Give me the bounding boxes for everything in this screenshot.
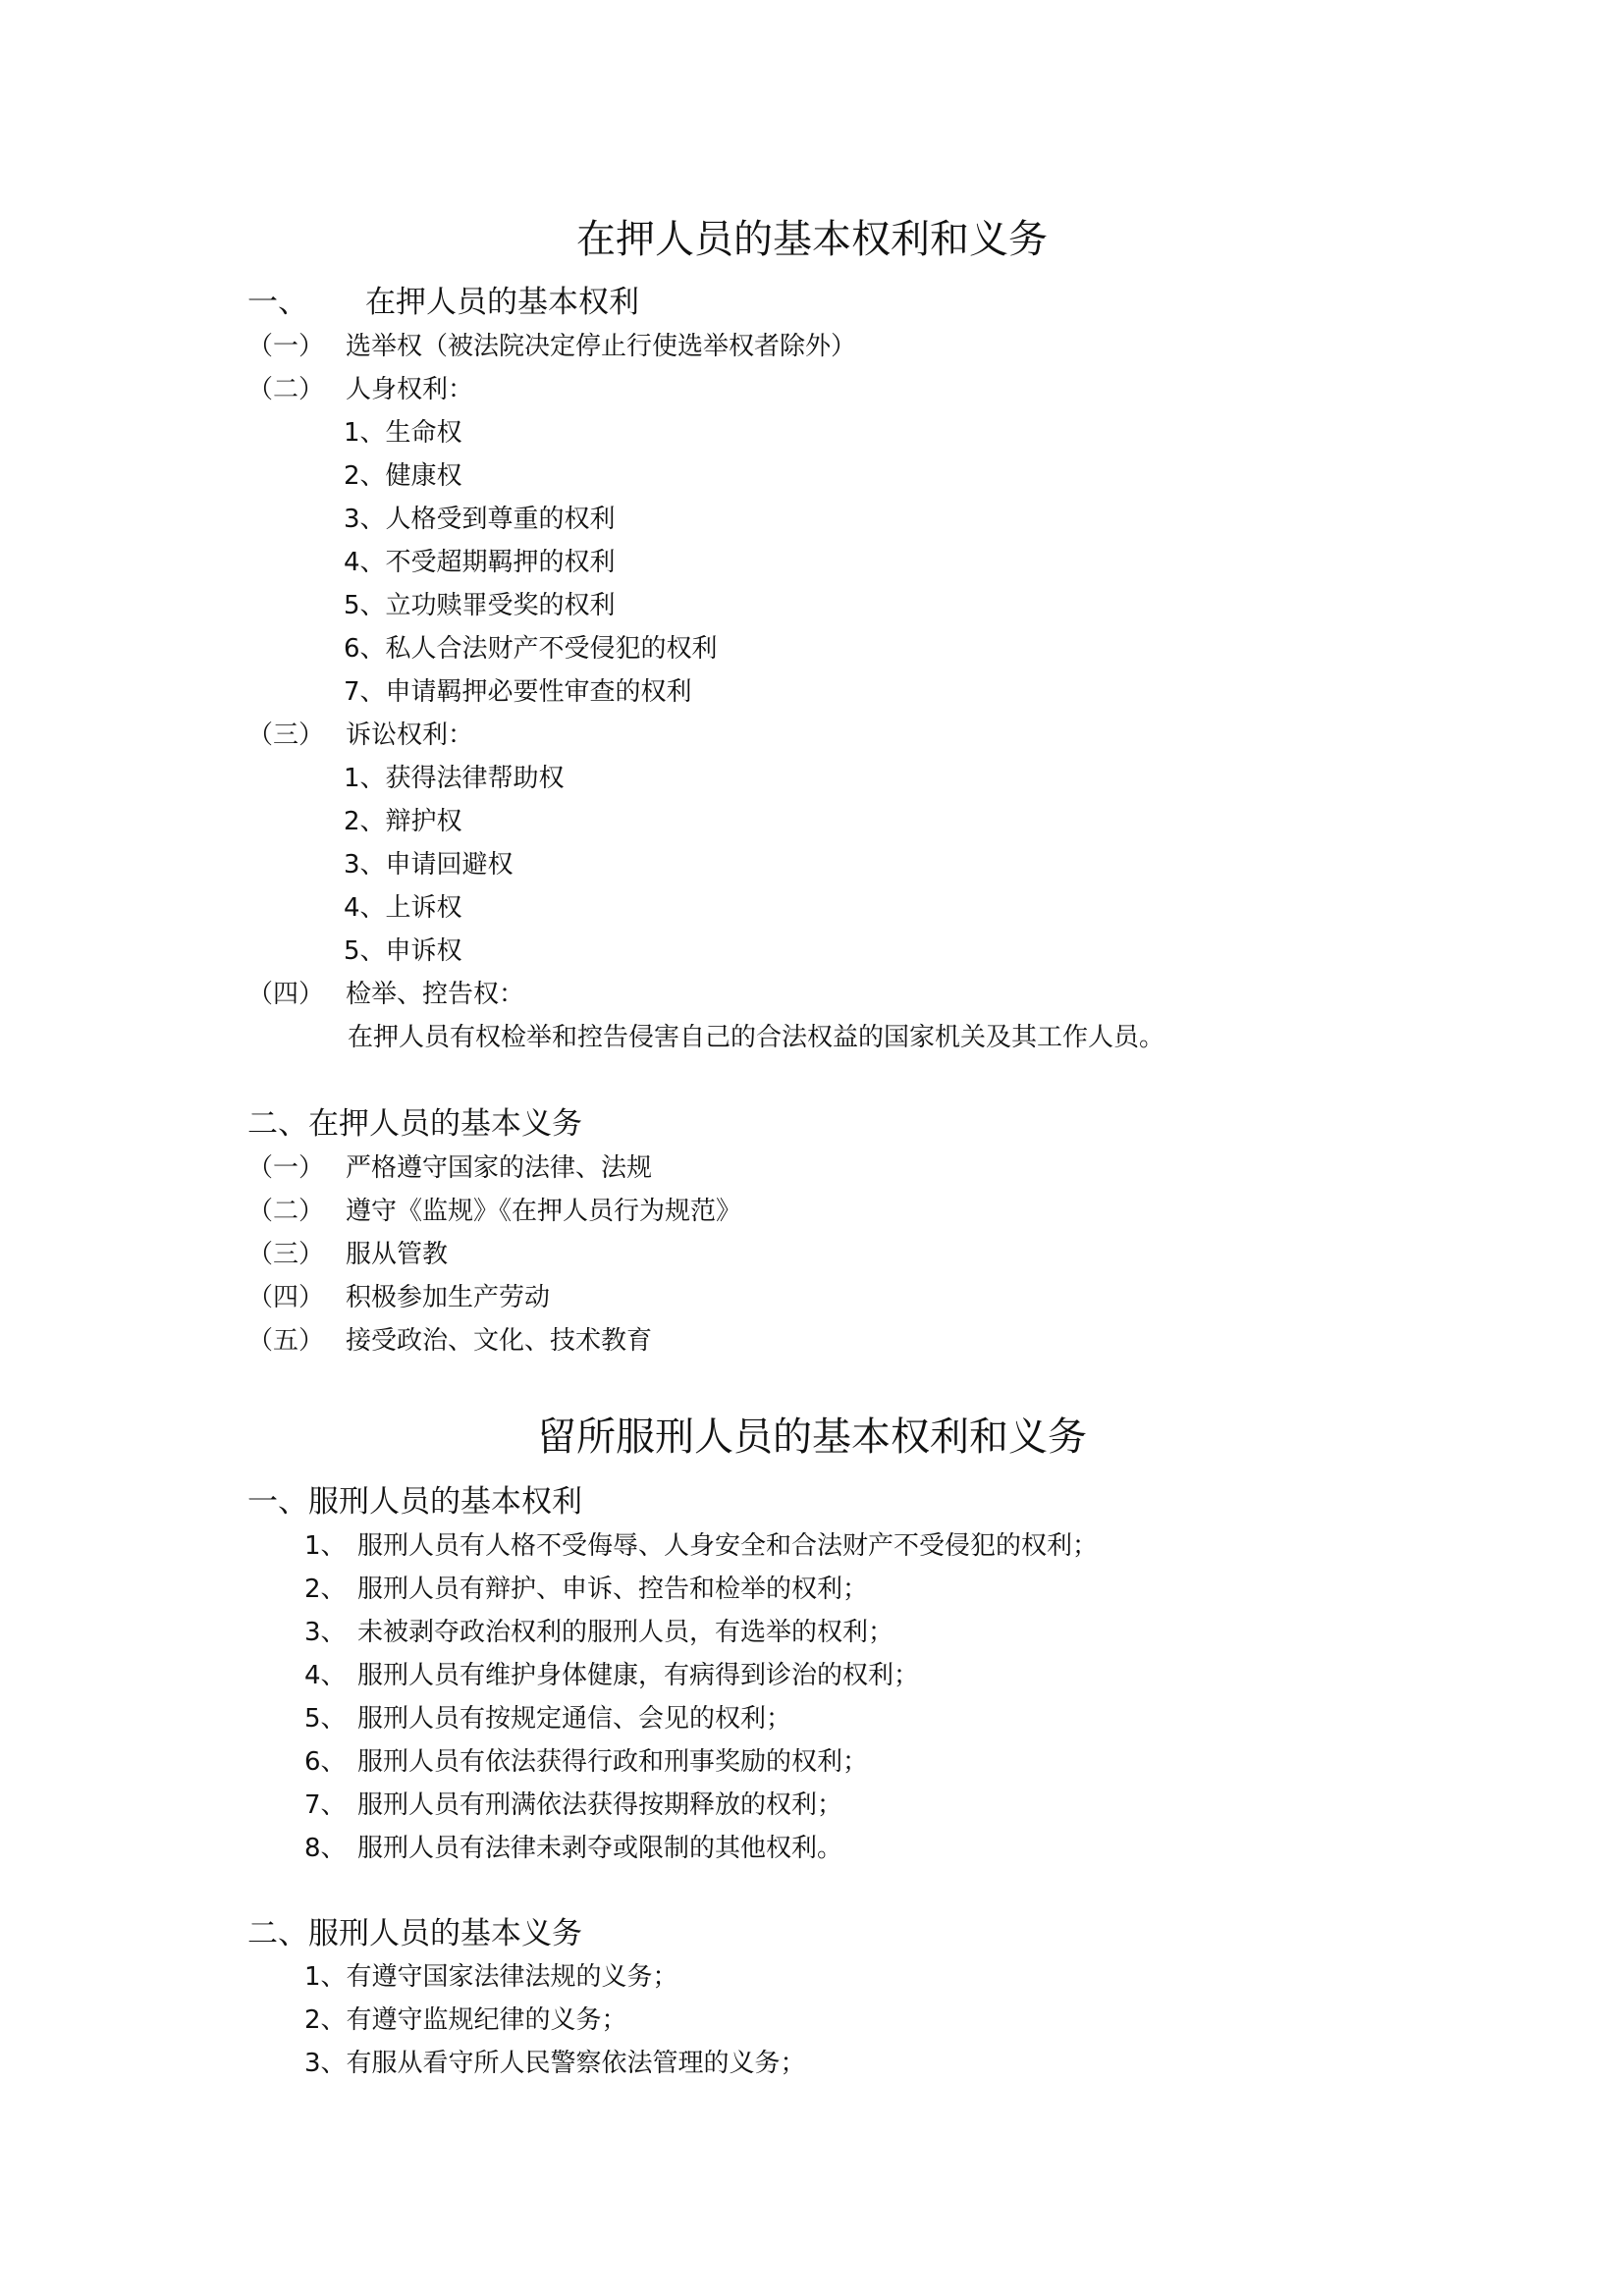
list-item: 3、人格受到尊重的权利 [344, 505, 616, 534]
list-item: 5、申诉权 [344, 936, 462, 966]
item-number: 3、 [304, 1618, 347, 1647]
doc2-part1-heading: 一、服刑人员的基本权利 [247, 1484, 582, 1520]
section-item [247, 716, 473, 755]
section-label: （一） [247, 1153, 325, 1183]
item-number: 5、 [304, 1704, 347, 1734]
section-text: 人身权利： [346, 375, 474, 404]
item-text: 服刑人员有辩护、申诉、控告和检举的权利； [357, 1575, 869, 1604]
list-item [304, 1570, 868, 1609]
list-item [304, 1829, 842, 1868]
item-number: 4、 [304, 1661, 347, 1690]
list-item: 6、私人合法财产不受侵犯的权利 [344, 634, 718, 664]
item-number: 8、 [304, 1834, 347, 1863]
item-text: 服刑人员有法律未剥夺或限制的其他权利。 [357, 1834, 843, 1863]
section-label: （三） [247, 721, 325, 750]
list-item [304, 1786, 842, 1825]
item-text: 服刑人员有刑满依法获得按期释放的权利； [357, 1790, 843, 1820]
section-item [247, 1321, 652, 1361]
doc2-title: 留所服刑人员的基本权利和义务 [537, 1415, 1087, 1460]
list-item: 2、有遵守监规纪律的义务； [304, 2005, 627, 2035]
heading-number: 一、 [247, 285, 308, 320]
paragraph: 在押人员有权检举和控告侵害自己的合法权益的国家机关及其工作人员。 [348, 1023, 1165, 1052]
doc1-part2-heading: 二、在押人员的基本义务 [247, 1106, 582, 1142]
item-text: 服刑人员有维护身体健康，有病得到诊治的权利； [357, 1661, 920, 1690]
section-text: 遵守《监规》《在押人员行为规范》 [346, 1197, 742, 1226]
section-label: （三） [247, 1240, 325, 1269]
section-label: （一） [247, 332, 325, 361]
list-item: 1、生命权 [344, 418, 462, 448]
doc1-title: 在押人员的基本权利和义务 [576, 217, 1048, 262]
item-number: 1、 [304, 1531, 347, 1561]
section-label: （四） [247, 980, 325, 1009]
section-text: 积极参加生产劳动 [346, 1283, 551, 1312]
section-text: 诉讼权利： [346, 721, 474, 750]
section-item [247, 327, 856, 366]
section-item [247, 1148, 652, 1188]
section-label: （二） [247, 1197, 325, 1226]
list-item [304, 1699, 791, 1738]
item-number: 2、 [304, 1575, 347, 1604]
section-item [247, 1235, 448, 1274]
heading-text: 在押人员的基本权利 [365, 285, 639, 320]
list-item [304, 1742, 868, 1782]
list-item: 3、申请回避权 [344, 850, 514, 880]
section-text: 选举权（被法院决定停止行使选举权者除外） [346, 332, 857, 361]
item-text: 服刑人员有按规定通信、会见的权利； [357, 1704, 792, 1734]
list-item [304, 1656, 919, 1695]
list-item: 1、获得法律帮助权 [344, 764, 565, 793]
section-text: 严格遵守国家的法律、法规 [346, 1153, 653, 1183]
item-text: 未被剥夺政治权利的服刑人员，有选举的权利； [357, 1618, 894, 1647]
section-text: 接受政治、文化、技术教育 [346, 1326, 653, 1356]
list-item: 2、辩护权 [344, 807, 462, 836]
list-item: 3、有服从看守所人民警察依法管理的义务； [304, 2049, 806, 2078]
list-item [304, 1526, 1098, 1566]
list-item: 4、不受超期羁押的权利 [344, 548, 616, 577]
section-label: （二） [247, 375, 325, 404]
doc1-part1-heading [247, 283, 639, 322]
section-label: （四） [247, 1283, 325, 1312]
section-label: （五） [247, 1326, 325, 1356]
list-item: 4、上诉权 [344, 893, 462, 923]
list-item: 1、有遵守国家法律法规的义务； [304, 1962, 678, 1992]
list-item [304, 1613, 893, 1652]
item-number: 7、 [304, 1790, 347, 1820]
section-item [247, 1192, 741, 1231]
section-item [247, 370, 473, 409]
section-item [247, 1278, 550, 1317]
list-item: 5、立功赎罪受奖的权利 [344, 591, 616, 620]
section-item [247, 975, 524, 1014]
section-text: 服从管教 [346, 1240, 449, 1269]
section-text: 检举、控告权： [346, 980, 525, 1009]
item-text: 服刑人员有人格不受侮辱、人身安全和合法财产不受侵犯的权利； [357, 1531, 1099, 1561]
item-number: 6、 [304, 1747, 347, 1777]
list-item: 7、申请羁押必要性审查的权利 [344, 677, 692, 707]
item-text: 服刑人员有依法获得行政和刑事奖励的权利； [357, 1747, 869, 1777]
doc2-part2-heading: 二、服刑人员的基本义务 [247, 1916, 582, 1951]
list-item: 2、健康权 [344, 461, 462, 491]
